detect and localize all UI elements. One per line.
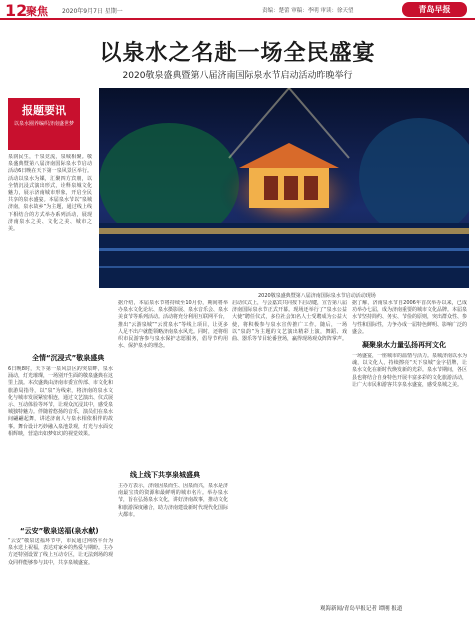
column-c-text: 启动仪式上，与会嘉宾共同按下启动键，宣告第八届济南国际泉水节正式开幕。现场还举行了“泉水公益大使”聘任仪式，多位社会知名人士受聘成为公益大使，将积极参与泉水宣传推广工作。随后，一场以“泉韵”为主题的文艺演出精彩上演，舞蹈、戏曲、器乐等节目轮番登场，赢得现场观众阵阵掌声。 [232, 300, 347, 343]
issue-date: 2020年9月7日 星期一 [62, 8, 123, 15]
reporter-box-title: 报题要讯 [22, 104, 66, 117]
newspaper-logo: 青岛早报 [402, 2, 467, 17]
subheadline: 2020敬泉盛典暨第八届济南国际泉水节启动活动昨晚举行 [122, 71, 353, 81]
reporter-box [8, 98, 80, 150]
section-name: 聚焦 [26, 5, 48, 18]
stage-photo-graphic [99, 88, 469, 288]
intro-text: 泉润民生，千泉竞流，泉城相聚。敬泉盛典暨第八届济南国际泉水节启动活动6日晚在天下第一泉风景区举行。活动以泉水为媒，汇聚四方宾朋，以全情沉浸式演出形式，诠释泉城文化魅力，展示济南城市形象，开启全民共享的泉水盛宴。本届泉水节以“泉城济南，泉水故乡”为主题，通过线上线下相结合的方式举办系列活动，展现济南泉水之美、文化之美、城市之美。 [8, 154, 92, 233]
section-heading-1: 全情“沉浸式”敬泉盛典 [32, 354, 105, 362]
section-heading-4: 凝聚泉水力量弘扬再河文化 [362, 341, 446, 349]
section-heading-3: 线上线下共享泉城盛典 [130, 471, 200, 479]
column-b2-text: 主办方表示，济南因泉而生、因泉而兴，泉水是济南最宝贵的资源和最鲜明的城市名片。举办泉水节，旨在弘扬泉水文化，讲好济南故事，推动文化和旅游深度融合，助力济南建设新时代现代化国际大都市。 [118, 483, 228, 518]
column-d2-text: 一场盛宴，一座城市的温情与活力。泉城济南以水为魂，以文化人，持续擦亮“天下泉城”金字招牌，让泉水文化在新时代焕发新的光彩。泉水节期间，各区县也将结合自身特色开展丰富多彩的文化旅游活动，让广大市民和游客共享泉水盛宴，感受泉城之美。 [352, 353, 467, 388]
headline: 以泉水之名赴一场全民盛宴 [99, 40, 376, 66]
byline: 观海新闻/青岛早报记者 谭刚 报道 [320, 606, 403, 612]
column-a-text: 6日晚8时，天下第一泉风景区趵突泉畔，泉水涌动，灯光璀璨，一场别开生面的敬泉盛典在这里上演。本次盛典由济南市委宣传部、市文化和旅游局指导，以“泉”为线索，将济南的泉水文化与城市发展紧密相连，通过文艺演出、仪式展示、互动体验等环节，让观众沉浸其中，感受泉城独特魅力。伴随着悠扬的音乐，演员们在泉水间翩翩起舞，讲述济南人与泉水相依相伴的故事。舞台设计巧妙融入泉池景观，灯光与水面交相辉映，营造出如梦如幻的视觉效果。 [8, 366, 113, 437]
page-number: 12 [5, 1, 28, 20]
reporter-box-sub: 以泉水圈养编织济南盛世梦 [13, 121, 74, 127]
column-d-text: 据了解，济南泉水节自2006年首次举办以来，已成功举办七届，成为济南重要的城市文化品牌。本届泉水节坚持简约、务实、节俭的原则，突出群众性、参与性和国际性，力争办成一届特色鲜明、影响广泛的盛会。 [352, 300, 467, 335]
stage-photo [99, 88, 469, 288]
editor-credits: 责编：楚蕾 审稿：李明 审读：徐天望 [262, 8, 354, 14]
page-header [0, 0, 475, 20]
section-heading-2: “云安”敬泉送福(泉水献) [20, 527, 99, 535]
photo-caption: 2020敬泉盛典暨第八届济南国际泉水节启动活动现场 [258, 293, 376, 299]
column-a2-text: “云安”敬泉送福环节中，市民通过网络平台为泉水送上祝福，表达对家乡的热爱与期盼。主办方还特别设置了线上互动专区，让无法到场的观众同样能够参与其中，共享泉城盛宴。 [8, 538, 113, 566]
column-b-text: 据介绍，本届泉水节将持续至10月份，期间将举办泉水文化论坛、泉水摄影展、泉水音乐会、泉水美食节等系列活动。活动将充分利用互联网平台，推出“云游泉城”“云赏泉水”等线上项目，让更多人足不出户就能领略济南泉水风光。同时，还将组织市民游客参与泉水保护志愿服务，倡导节约用水、保护泉水的理念。 [118, 300, 228, 350]
